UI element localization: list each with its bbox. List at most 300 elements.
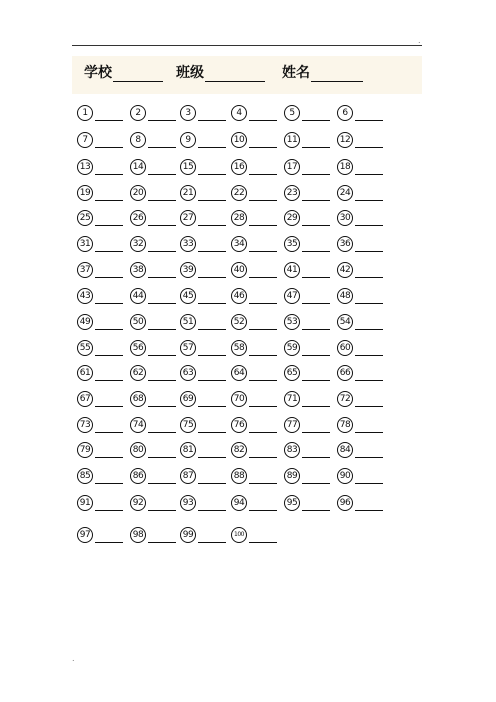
- question-number: 21: [180, 185, 196, 201]
- question-number: 57: [180, 340, 196, 356]
- answer-blank[interactable]: [95, 147, 123, 148]
- answer-blank[interactable]: [355, 483, 383, 484]
- answer-item[interactable]: [77, 158, 131, 176]
- question-number: 24: [337, 185, 353, 201]
- answer-blank[interactable]: [355, 147, 383, 148]
- answer-item[interactable]: [130, 416, 184, 434]
- question-number: 9: [180, 132, 196, 148]
- answer-blank[interactable]: [355, 277, 383, 278]
- question-number: 43: [77, 288, 93, 304]
- answer-item[interactable]: [231, 494, 285, 512]
- answer-blank[interactable]: [95, 406, 123, 407]
- question-number: 1: [77, 105, 93, 121]
- answer-item[interactable]: [337, 184, 391, 202]
- question-number: 15: [180, 159, 196, 175]
- answer-item[interactable]: [284, 494, 338, 512]
- answer-item[interactable]: [77, 235, 131, 253]
- question-number: 62: [130, 365, 146, 381]
- question-number: 66: [337, 365, 353, 381]
- answer-blank[interactable]: [148, 432, 176, 433]
- question-number: 30: [337, 210, 353, 226]
- school-label: 学校: [84, 65, 112, 81]
- answer-item[interactable]: [130, 104, 184, 122]
- question-number: 76: [231, 417, 247, 433]
- answer-item[interactable]: [231, 104, 285, 122]
- answer-blank[interactable]: [198, 251, 226, 252]
- answer-item[interactable]: [180, 526, 234, 544]
- answer-blank[interactable]: [148, 277, 176, 278]
- question-number: 73: [77, 417, 93, 433]
- question-number: 32: [130, 236, 146, 252]
- answer-item[interactable]: [284, 441, 338, 459]
- answer-item[interactable]: [130, 209, 184, 227]
- question-number: 25: [77, 210, 93, 226]
- answer-item[interactable]: [180, 313, 234, 331]
- answer-item[interactable]: [180, 235, 234, 253]
- answer-blank[interactable]: [249, 380, 277, 381]
- answer-blank[interactable]: [198, 542, 226, 543]
- answer-item[interactable]: [284, 390, 338, 408]
- question-number: 38: [130, 262, 146, 278]
- answer-item[interactable]: [77, 339, 131, 357]
- answer-blank[interactable]: [148, 225, 176, 226]
- question-number: 3: [180, 105, 196, 121]
- answer-blank[interactable]: [302, 120, 330, 121]
- question-number: 95: [284, 495, 300, 511]
- answer-blank[interactable]: [249, 329, 277, 330]
- answer-blank[interactable]: [198, 303, 226, 304]
- question-number: 97: [77, 527, 93, 543]
- answer-item[interactable]: [231, 158, 285, 176]
- question-number: 27: [180, 210, 196, 226]
- answer-item[interactable]: [77, 390, 131, 408]
- answer-item[interactable]: [180, 184, 234, 202]
- answer-item[interactable]: [284, 261, 338, 279]
- answer-item[interactable]: [180, 158, 234, 176]
- answer-blank[interactable]: [198, 277, 226, 278]
- corner-mark-top: .: [418, 36, 421, 45]
- answer-item[interactable]: [130, 158, 184, 176]
- answer-item[interactable]: [130, 235, 184, 253]
- answer-blank[interactable]: [249, 510, 277, 511]
- answer-blank[interactable]: [95, 457, 123, 458]
- answer-blank[interactable]: [355, 200, 383, 201]
- answer-blank[interactable]: [148, 355, 176, 356]
- answer-blank[interactable]: [95, 483, 123, 484]
- answer-item[interactable]: [180, 104, 234, 122]
- question-number: 34: [231, 236, 247, 252]
- question-number: 85: [77, 468, 93, 484]
- question-number: 79: [77, 442, 93, 458]
- answer-blank[interactable]: [95, 200, 123, 201]
- answer-blank[interactable]: [355, 510, 383, 511]
- answer-item[interactable]: [180, 390, 234, 408]
- answer-blank[interactable]: [302, 406, 330, 407]
- question-number: 46: [231, 288, 247, 304]
- answer-blank[interactable]: [355, 432, 383, 433]
- question-number: 50: [130, 314, 146, 330]
- answer-item[interactable]: [130, 441, 184, 459]
- answer-item[interactable]: [231, 131, 285, 149]
- question-number: 11: [284, 132, 300, 148]
- answer-blank[interactable]: [249, 303, 277, 304]
- answer-blank[interactable]: [249, 120, 277, 121]
- answer-item[interactable]: [337, 416, 391, 434]
- answer-item[interactable]: [231, 441, 285, 459]
- answer-blank[interactable]: [302, 457, 330, 458]
- answer-blank[interactable]: [302, 251, 330, 252]
- answer-item[interactable]: [130, 313, 184, 331]
- answer-item[interactable]: [337, 287, 391, 305]
- answer-item[interactable]: [284, 104, 338, 122]
- answer-blank[interactable]: [148, 200, 176, 201]
- answer-item[interactable]: [231, 467, 285, 485]
- answer-blank[interactable]: [95, 174, 123, 175]
- question-number: 20: [130, 185, 146, 201]
- answer-blank[interactable]: [95, 277, 123, 278]
- answer-item[interactable]: [337, 364, 391, 382]
- question-number: 88: [231, 468, 247, 484]
- answer-blank[interactable]: [148, 510, 176, 511]
- question-number: 84: [337, 442, 353, 458]
- question-number: 6: [337, 105, 353, 121]
- school-field[interactable]: [84, 62, 163, 82]
- answer-item[interactable]: [231, 184, 285, 202]
- question-number: 22: [231, 185, 247, 201]
- question-number: 71: [284, 391, 300, 407]
- answer-blank[interactable]: [249, 542, 277, 543]
- question-number: 31: [77, 236, 93, 252]
- answer-blank[interactable]: [355, 380, 383, 381]
- question-number: 41: [284, 262, 300, 278]
- answer-blank[interactable]: [198, 120, 226, 121]
- answer-blank[interactable]: [95, 432, 123, 433]
- question-number: 93: [180, 495, 196, 511]
- answer-blank[interactable]: [355, 457, 383, 458]
- answer-blank[interactable]: [95, 510, 123, 511]
- answer-item[interactable]: [337, 313, 391, 331]
- question-number: 16: [231, 159, 247, 175]
- answer-item[interactable]: [231, 526, 285, 544]
- question-number: 4: [231, 105, 247, 121]
- answer-blank[interactable]: [95, 329, 123, 330]
- question-number: 83: [284, 442, 300, 458]
- answer-blank[interactable]: [198, 457, 226, 458]
- question-number: 51: [180, 314, 196, 330]
- answer-item[interactable]: [180, 209, 234, 227]
- answer-blank[interactable]: [95, 120, 123, 121]
- answer-item[interactable]: [130, 131, 184, 149]
- question-number: 18: [337, 159, 353, 175]
- answer-blank[interactable]: [148, 120, 176, 121]
- question-number: 67: [77, 391, 93, 407]
- answer-blank[interactable]: [198, 174, 226, 175]
- question-number: 78: [337, 417, 353, 433]
- answer-blank[interactable]: [302, 303, 330, 304]
- answer-blank[interactable]: [249, 251, 277, 252]
- answer-item[interactable]: [284, 158, 338, 176]
- answer-item[interactable]: [231, 209, 285, 227]
- answer-item[interactable]: [180, 467, 234, 485]
- question-number: 42: [337, 262, 353, 278]
- answer-blank[interactable]: [249, 355, 277, 356]
- answer-blank[interactable]: [95, 251, 123, 252]
- answer-blank[interactable]: [355, 355, 383, 356]
- question-number: 19: [77, 185, 93, 201]
- answer-item[interactable]: [77, 104, 131, 122]
- question-number: 80: [130, 442, 146, 458]
- answer-item[interactable]: [231, 235, 285, 253]
- answer-item[interactable]: [231, 287, 285, 305]
- answer-item[interactable]: [130, 364, 184, 382]
- answer-blank[interactable]: [198, 406, 226, 407]
- answer-blank[interactable]: [249, 432, 277, 433]
- answer-blank[interactable]: [148, 303, 176, 304]
- answer-item[interactable]: [180, 339, 234, 357]
- answer-blank[interactable]: [148, 483, 176, 484]
- answer-blank[interactable]: [249, 174, 277, 175]
- answer-item[interactable]: [130, 494, 184, 512]
- question-number: 36: [337, 236, 353, 252]
- question-number: 99: [180, 527, 196, 543]
- question-number: 23: [284, 185, 300, 201]
- question-number: 53: [284, 314, 300, 330]
- answer-item[interactable]: [180, 131, 234, 149]
- question-number: 2: [130, 105, 146, 121]
- answer-item[interactable]: [77, 467, 131, 485]
- question-number: 82: [231, 442, 247, 458]
- question-number: 74: [130, 417, 146, 433]
- answer-blank[interactable]: [95, 380, 123, 381]
- answer-blank[interactable]: [302, 147, 330, 148]
- question-number: 59: [284, 340, 300, 356]
- answer-item[interactable]: [77, 287, 131, 305]
- top-rule: [72, 45, 422, 46]
- answer-blank[interactable]: [302, 432, 330, 433]
- answer-blank[interactable]: [148, 174, 176, 175]
- corner-mark-bottom: .: [72, 654, 75, 663]
- answer-item[interactable]: [77, 364, 131, 382]
- question-number: 35: [284, 236, 300, 252]
- answer-item[interactable]: [77, 184, 131, 202]
- answer-item[interactable]: [180, 416, 234, 434]
- question-number: 61: [77, 365, 93, 381]
- class-blank[interactable]: [205, 67, 265, 82]
- class-field[interactable]: [176, 62, 265, 82]
- name-label: 姓名: [282, 65, 310, 81]
- answer-blank[interactable]: [302, 174, 330, 175]
- answer-item[interactable]: [77, 494, 131, 512]
- question-number: 86: [130, 468, 146, 484]
- answer-item[interactable]: [180, 441, 234, 459]
- answer-blank[interactable]: [249, 147, 277, 148]
- answer-item[interactable]: [337, 131, 391, 149]
- question-number: 64: [231, 365, 247, 381]
- question-number: 81: [180, 442, 196, 458]
- answer-blank[interactable]: [302, 483, 330, 484]
- question-number: 100: [231, 527, 247, 543]
- answer-item[interactable]: [337, 261, 391, 279]
- answer-blank[interactable]: [198, 510, 226, 511]
- answer-blank[interactable]: [355, 251, 383, 252]
- answer-item[interactable]: [231, 416, 285, 434]
- answer-item[interactable]: [130, 261, 184, 279]
- answer-blank[interactable]: [198, 225, 226, 226]
- answer-item[interactable]: [77, 416, 131, 434]
- answer-item[interactable]: [180, 261, 234, 279]
- name-field[interactable]: [282, 62, 363, 82]
- answer-item[interactable]: [284, 313, 338, 331]
- answer-item[interactable]: [284, 131, 338, 149]
- answer-item[interactable]: [231, 261, 285, 279]
- name-blank[interactable]: [311, 67, 363, 82]
- answer-blank[interactable]: [148, 406, 176, 407]
- answer-item[interactable]: [130, 467, 184, 485]
- school-blank[interactable]: [113, 67, 163, 82]
- answer-item[interactable]: [231, 339, 285, 357]
- answer-blank[interactable]: [249, 406, 277, 407]
- question-number: 92: [130, 495, 146, 511]
- answer-item[interactable]: [130, 287, 184, 305]
- class-label: 班级: [176, 65, 204, 81]
- answer-item[interactable]: [284, 364, 338, 382]
- answer-blank[interactable]: [355, 120, 383, 121]
- answer-blank[interactable]: [355, 406, 383, 407]
- answer-blank[interactable]: [198, 483, 226, 484]
- question-number: 29: [284, 210, 300, 226]
- answer-blank[interactable]: [148, 542, 176, 543]
- question-number: 48: [337, 288, 353, 304]
- question-number: 60: [337, 340, 353, 356]
- answer-item[interactable]: [180, 494, 234, 512]
- answer-item[interactable]: [337, 158, 391, 176]
- answer-item[interactable]: [284, 287, 338, 305]
- answer-blank[interactable]: [148, 147, 176, 148]
- answer-blank[interactable]: [249, 225, 277, 226]
- answer-blank[interactable]: [95, 542, 123, 543]
- answer-blank[interactable]: [355, 329, 383, 330]
- question-number: 68: [130, 391, 146, 407]
- answer-item[interactable]: [284, 184, 338, 202]
- answer-blank[interactable]: [249, 200, 277, 201]
- answer-blank[interactable]: [302, 277, 330, 278]
- answer-item[interactable]: [130, 390, 184, 408]
- answer-blank[interactable]: [198, 432, 226, 433]
- question-number: 58: [231, 340, 247, 356]
- question-number: 5: [284, 105, 300, 121]
- question-number: 28: [231, 210, 247, 226]
- question-number: 52: [231, 314, 247, 330]
- question-number: 10: [231, 132, 247, 148]
- question-number: 45: [180, 288, 196, 304]
- answer-blank[interactable]: [355, 303, 383, 304]
- question-number: 87: [180, 468, 196, 484]
- answer-item[interactable]: [77, 209, 131, 227]
- answer-blank[interactable]: [148, 329, 176, 330]
- answer-blank[interactable]: [355, 225, 383, 226]
- answer-blank[interactable]: [198, 380, 226, 381]
- answer-blank[interactable]: [95, 303, 123, 304]
- answer-item[interactable]: [337, 104, 391, 122]
- answer-item[interactable]: [284, 209, 338, 227]
- answer-blank[interactable]: [148, 457, 176, 458]
- answer-item[interactable]: [284, 416, 338, 434]
- answer-item[interactable]: [130, 526, 184, 544]
- question-number: 39: [180, 262, 196, 278]
- question-number: 89: [284, 468, 300, 484]
- answer-item[interactable]: [77, 526, 131, 544]
- answer-blank[interactable]: [95, 225, 123, 226]
- question-number: 49: [77, 314, 93, 330]
- answer-item[interactable]: [231, 390, 285, 408]
- question-number: 8: [130, 132, 146, 148]
- question-number: 70: [231, 391, 247, 407]
- answer-item[interactable]: [231, 313, 285, 331]
- answer-item[interactable]: [77, 261, 131, 279]
- answer-item[interactable]: [77, 441, 131, 459]
- question-number: 91: [77, 495, 93, 511]
- answer-item[interactable]: [337, 441, 391, 459]
- answer-blank[interactable]: [198, 147, 226, 148]
- question-number: 94: [231, 495, 247, 511]
- answer-blank[interactable]: [302, 329, 330, 330]
- answer-blank[interactable]: [148, 380, 176, 381]
- answer-item[interactable]: [284, 339, 338, 357]
- question-number: 17: [284, 159, 300, 175]
- answer-blank[interactable]: [198, 355, 226, 356]
- answer-item[interactable]: [337, 390, 391, 408]
- answer-blank[interactable]: [302, 510, 330, 511]
- answer-item[interactable]: [284, 467, 338, 485]
- question-number: 65: [284, 365, 300, 381]
- answer-item[interactable]: [337, 467, 391, 485]
- question-number: 14: [130, 159, 146, 175]
- answer-item[interactable]: [180, 287, 234, 305]
- answer-item[interactable]: [337, 209, 391, 227]
- question-number: 90: [337, 468, 353, 484]
- answer-item[interactable]: [231, 364, 285, 382]
- answer-item[interactable]: [337, 494, 391, 512]
- answer-item[interactable]: [130, 339, 184, 357]
- question-number: 40: [231, 262, 247, 278]
- answer-blank[interactable]: [302, 380, 330, 381]
- answer-blank[interactable]: [198, 200, 226, 201]
- answer-blank[interactable]: [198, 329, 226, 330]
- answer-item[interactable]: [77, 131, 131, 149]
- question-number: 13: [77, 159, 93, 175]
- answer-blank[interactable]: [249, 457, 277, 458]
- answer-blank[interactable]: [302, 355, 330, 356]
- answer-blank[interactable]: [302, 200, 330, 201]
- question-number: 26: [130, 210, 146, 226]
- answer-item[interactable]: [284, 235, 338, 253]
- answer-item[interactable]: [130, 184, 184, 202]
- answer-item[interactable]: [77, 313, 131, 331]
- answer-blank[interactable]: [249, 277, 277, 278]
- answer-blank[interactable]: [302, 225, 330, 226]
- answer-item[interactable]: [180, 364, 234, 382]
- answer-blank[interactable]: [148, 251, 176, 252]
- question-number: 55: [77, 340, 93, 356]
- answer-item[interactable]: [337, 235, 391, 253]
- answer-blank[interactable]: [95, 355, 123, 356]
- answer-blank[interactable]: [355, 174, 383, 175]
- answer-item[interactable]: [337, 339, 391, 357]
- question-number: 54: [337, 314, 353, 330]
- question-number: 47: [284, 288, 300, 304]
- question-number: 72: [337, 391, 353, 407]
- answer-blank[interactable]: [249, 483, 277, 484]
